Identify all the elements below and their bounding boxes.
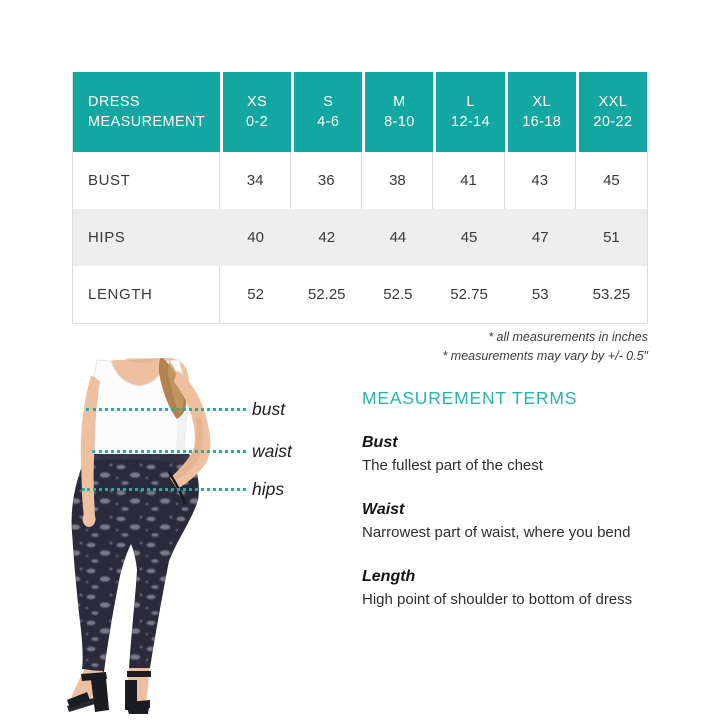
footnote-inches: * all measurements in inches: [488, 330, 648, 344]
cell-length-xxl: 53.25: [592, 286, 631, 303]
term-name-bust: Bust: [362, 434, 398, 451]
table-header-row: [73, 72, 647, 152]
footnote-variance: * measurements may vary by +/- 0.5": [442, 349, 648, 363]
header-title-line1: DRESS: [88, 94, 140, 110]
size-label: S: [323, 94, 334, 110]
size-range: 4-6: [317, 114, 340, 130]
header-cell-dress-measurement: [73, 72, 220, 152]
row-label-bust: BUST: [73, 152, 220, 209]
right-shoe-ankle-strap: [127, 671, 151, 677]
left-shoe-heel: [91, 678, 109, 712]
cell-length-xs: 52: [247, 286, 264, 303]
table-row-length: [73, 266, 647, 323]
size-range: 8-10: [384, 114, 415, 130]
cell-bust-xl: 43: [505, 152, 576, 209]
row-label-length: LENGTH: [73, 266, 220, 323]
measurement-terms-section: [362, 388, 672, 610]
size-label: XXL: [598, 94, 628, 110]
term-waist: [362, 500, 672, 543]
size-range: 0-2: [245, 114, 269, 130]
header-cell-m: [362, 72, 433, 152]
model-left-hand: [83, 511, 96, 527]
cell-length-m: 52.5: [383, 286, 413, 303]
cell-hips-s: 42: [318, 229, 336, 246]
cell-bust-xxl: 45: [603, 172, 620, 189]
size-range: 16-18: [522, 114, 562, 130]
cell-hips-xs: 40: [247, 229, 264, 246]
size-chart-table: [72, 72, 648, 324]
waist-label: waist: [252, 441, 292, 461]
table-row-bust: [73, 152, 647, 209]
model-photo: [25, 358, 240, 720]
size-label: XS: [247, 94, 268, 110]
cell-bust-xs: 34: [220, 152, 291, 209]
cell-length-l: 52.75: [450, 286, 488, 303]
cell-hips-l: 45: [460, 229, 478, 246]
header-title-line2: MEASUREMENT: [88, 114, 206, 130]
right-shoe-sole: [127, 707, 149, 714]
size-range: 20-22: [593, 114, 633, 130]
row-label-hips: HIPS: [88, 229, 126, 246]
term-name-length: Length: [362, 568, 416, 585]
header-cell-l: [433, 72, 504, 152]
measurement-terms-heading: MEASUREMENT TERMS: [362, 388, 578, 408]
cell-hips-xl: 47: [531, 229, 549, 246]
cell-bust-m: 38: [362, 152, 433, 209]
header-cell-xxl: [576, 72, 647, 152]
header-cell-xl: [505, 72, 576, 152]
header-cell-xs: [220, 72, 291, 152]
bust-label: bust: [252, 399, 286, 419]
cell-length-s: 52.25: [307, 286, 346, 303]
cell-hips-m: 44: [389, 229, 407, 246]
cell-length-xl: 53: [531, 286, 549, 303]
header-cell-s: [291, 72, 362, 152]
size-label: L: [466, 94, 475, 110]
term-name-waist: Waist: [362, 501, 405, 518]
size-range: 12-14: [451, 114, 491, 130]
term-def-bust: The fullest part of the chest: [362, 457, 543, 474]
bust-measure-line: [86, 408, 246, 411]
hips-measure-line: [82, 488, 246, 491]
cell-bust-l: 41: [433, 152, 504, 209]
term-bust: [362, 433, 672, 476]
size-label: XL: [532, 94, 552, 110]
cell-hips-xxl: 51: [603, 229, 620, 246]
term-def-length: High point of shoulder to bottom of dress: [362, 591, 633, 608]
hips-label: hips: [252, 479, 285, 499]
size-label: M: [393, 94, 406, 110]
term-length: [362, 567, 672, 610]
waist-measure-line: [92, 450, 246, 453]
cell-bust-s: 36: [291, 152, 362, 209]
term-def-waist: Narrowest part of waist, where you bend: [362, 524, 631, 541]
table-row-hips: [73, 209, 647, 266]
